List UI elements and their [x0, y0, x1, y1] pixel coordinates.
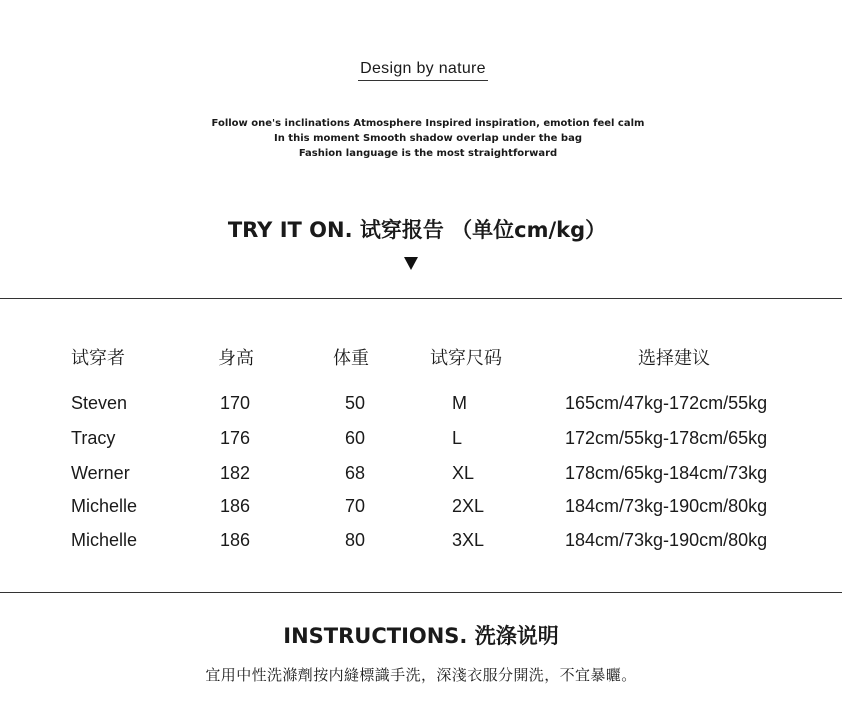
table-row: [0, 463, 842, 487]
column-header-size: 试穿尺码: [430, 348, 502, 369]
tagline-line: Fashion language is the most straightforward: [298, 148, 558, 159]
tagline-line: In this moment Smooth shadow overlap under the bag: [273, 133, 582, 144]
cell-size: M: [452, 393, 467, 413]
tagline-line: Follow one's inclinations Atmosphere Inspired inspiration, emotion feel calm: [211, 118, 645, 129]
cell-height: 186: [220, 530, 251, 550]
column-header-advice: 选择建议: [638, 348, 710, 369]
cell-height: 186: [220, 496, 251, 516]
cell-size: XL: [452, 463, 475, 483]
cell-height: 182: [220, 463, 251, 483]
divider-top: [0, 298, 842, 299]
cell-advice: 165cm/47kg-172cm/55kg: [565, 393, 768, 413]
divider-bottom: [0, 592, 842, 593]
cell-size: 3XL: [452, 530, 485, 550]
instructions-heading: INSTRUCTIONS. 洗涤说明: [283, 624, 559, 648]
instructions-text: 宜用中性洗滌劑按内縫標識手洗，深淺衣服分開洗，不宜暴曬。: [205, 666, 637, 684]
cell-advice: 172cm/55kg-178cm/65kg: [565, 428, 768, 448]
page-title-text: Design by nature: [358, 60, 488, 81]
cell-weight: 70: [345, 496, 366, 516]
cell-name: Steven: [71, 393, 128, 413]
cell-height: 176: [220, 428, 251, 448]
cell-advice: 184cm/73kg-190cm/80kg: [565, 496, 768, 516]
cell-name: Werner: [71, 463, 130, 483]
down-triangle-icon: [404, 257, 418, 270]
cell-advice: 184cm/73kg-190cm/80kg: [565, 530, 768, 550]
cell-name: Tracy: [71, 428, 116, 448]
cell-weight: 60: [345, 428, 366, 448]
table-row: [0, 496, 842, 520]
cell-size: 2XL: [452, 496, 485, 516]
table-row: [0, 530, 842, 554]
cell-name: Michelle: [71, 530, 138, 550]
table-row: [0, 428, 842, 452]
column-header-weight: 体重: [333, 348, 369, 369]
cell-weight: 50: [345, 393, 366, 413]
tagline: [0, 116, 842, 161]
column-header-tester: 试穿者: [71, 348, 125, 369]
cell-name: Michelle: [71, 496, 138, 516]
try-on-heading: TRY IT ON. 试穿报告 （单位cm/kg）: [227, 218, 607, 242]
page-title: [0, 60, 842, 81]
table-row: [0, 393, 842, 417]
cell-weight: 80: [345, 530, 366, 550]
column-header-height: 身高: [218, 348, 254, 369]
cell-size: L: [452, 428, 463, 448]
cell-advice: 178cm/65kg-184cm/73kg: [565, 463, 768, 483]
cell-weight: 68: [345, 463, 366, 483]
table-header: [0, 344, 842, 368]
cell-height: 170: [220, 393, 251, 413]
